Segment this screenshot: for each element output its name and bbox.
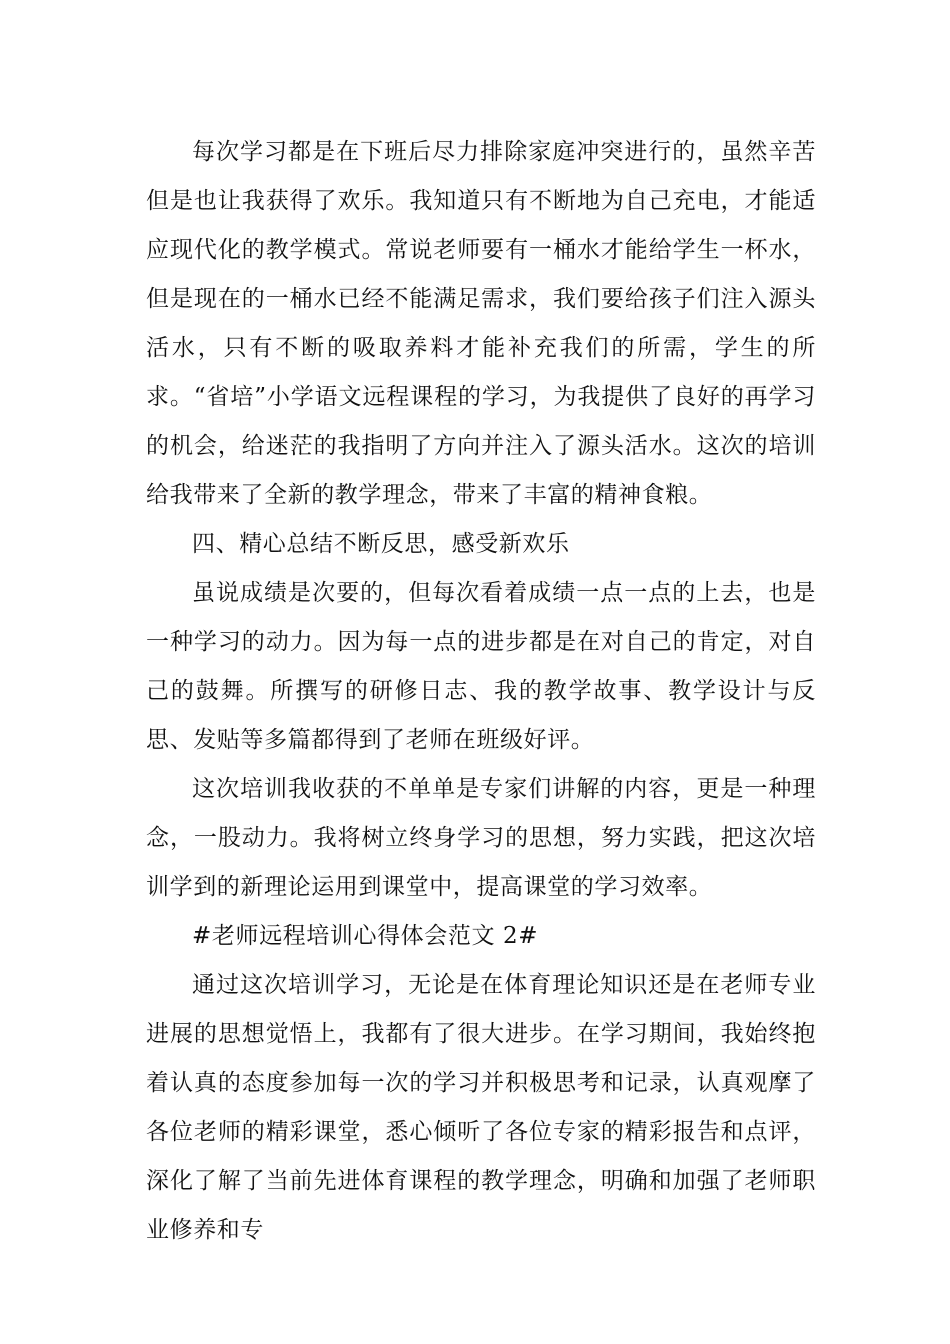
paragraph-study-joy: 每次学习都是在下班后尽力排除家庭冲突进行的，虽然辛苦但是也让我获得了欢乐。我知道只有不断地为自己充电，才能适应现代化的教学模式。常说老师要有一桶水才能给学生一杯水，但是现在的一桶水已经不能满足需求，我们要给孩子们注入源头活水，只有不断的吸取养料才能补充我们的所需，学生的所求。“省培”小学语文远程课程的学习，为我提供了良好的再学习的机会，给迷茫的我指明了方向并注入了源头活水。这次的培训给我带来了全新的教学理念，带来了丰富的精神食粮。 <box>146 139 816 508</box>
paragraph-pe-training: 通过这次培训学习，无论是在体育理论知识还是在老师专业进展的思想觉悟上，我都有了很大进步。在学习期间，我始终抱着认真的态度参加每一次的学习并积极思考和记录，认真观摩了各位老师的精彩课堂，悉心倾听了各位专家的精彩报告和点评，深化了解了当前先进体育课程的教学理念，明确和加强了老师职业修养和专 <box>146 972 816 1243</box>
section-heading-reflection: 四、精心总结不断反思，感受新欢乐 <box>192 531 570 557</box>
paragraph-achievement: 虽说成绩是次要的，但每次看着成绩一点一点的上去，也是一种学习的动力。因为每一点的进步都是在对自己的肯定，对自己的鼓舞。所撰写的研修日志、我的教学故事、教学设计与反思、发贴等多篇都得到了老师在班级好评。 <box>146 580 816 753</box>
essay-title-2: #老师远程培训心得体会范文 2# <box>192 923 539 949</box>
paragraph-training-gain: 这次培训我收获的不单单是专家们讲解的内容，更是一种理念，一股动力。我将树立终身学习的思想，努力实践，把这次培训学到的新理论运用到课堂中，提高课堂的学习效率。 <box>146 776 816 900</box>
document-body <box>146 128 816 1255</box>
